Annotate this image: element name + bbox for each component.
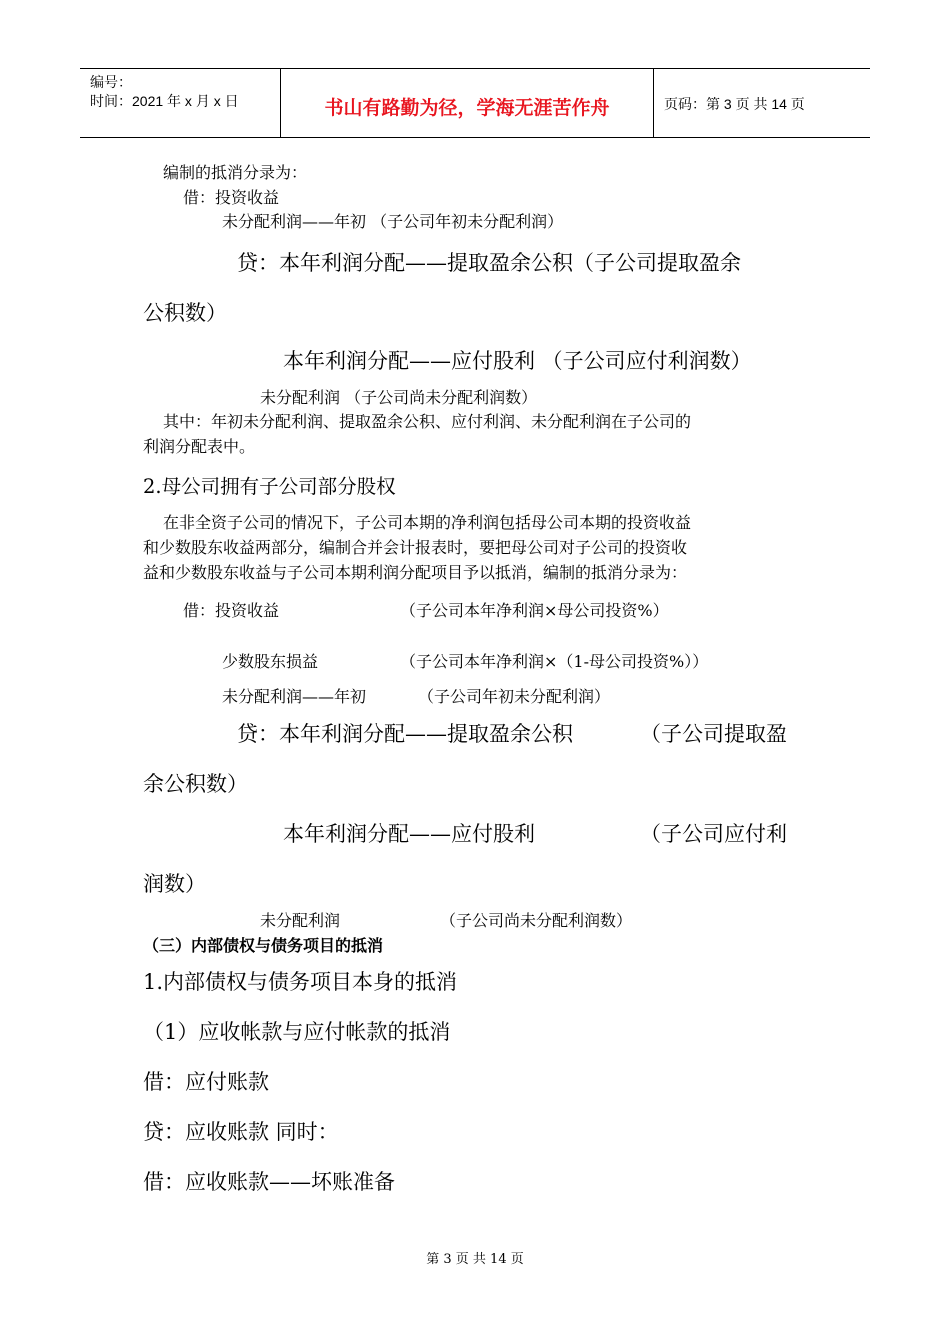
header-motto-cell — [281, 69, 654, 137]
entry-account: 本年利润分配——应付股利 — [283, 822, 535, 846]
text-line: 公积数） — [143, 301, 227, 325]
page-header — [80, 68, 870, 138]
entry-account: 借：投资收益 — [183, 601, 280, 620]
text-line: 润数） — [143, 872, 206, 896]
entry-note: （子公司年初未分配利润） — [418, 687, 611, 706]
text-line: 编制的抵消分录为： — [163, 163, 308, 182]
text-line: 余公积数） — [143, 772, 248, 796]
page-footer: 第 3 页 共 14 页 — [426, 1252, 524, 1267]
motto-text: 书山有路勤为径，学海无涯苦作舟 — [324, 97, 610, 119]
entry-note: （子公司本年净利润×母公司投资%） — [400, 601, 669, 620]
entry-note: （子公司尚未分配利润数） — [440, 911, 633, 930]
section-heading: （1）应收帐款与应付帐款的抵消 — [143, 1020, 451, 1044]
entry-account: 未分配利润 — [260, 911, 341, 930]
text-line: 和少数股东收益两部分，编制合并会计报表时，要把母公司对子公司的投资收 — [143, 538, 688, 557]
text-line: 借：应付账款 — [143, 1070, 269, 1094]
document-number-label: 编号： — [90, 74, 132, 90]
entry-account: 未分配利润——年初 — [222, 687, 367, 706]
entry-note: （子公司本年净利润×（1-母公司投资%）） — [400, 652, 709, 671]
entry-account: 贷：本年利润分配——提取盈余公积 — [237, 722, 573, 746]
text-line: 益和少数股东收益与子公司本期利润分配项目予以抵消，编制的抵消分录为： — [143, 563, 688, 582]
entry-note: （子公司提取盈 — [640, 722, 787, 746]
text-line: 本年利润分配——应付股利 （子公司应付利润数） — [283, 349, 752, 373]
text-line: 未分配利润——年初 （子公司年初未分配利润） — [222, 212, 564, 231]
section-heading: 2.母公司拥有子公司部分股权 — [143, 475, 396, 498]
entry-note: （子公司应付利 — [640, 822, 787, 846]
text-line: 未分配利润 （子公司尚未分配利润数） — [260, 388, 538, 407]
text-line: 贷：应收账款 同时： — [143, 1120, 339, 1144]
text-line: 其中：年初未分配利润、提取盈余公积、应付利润、未分配利润在子公司的 — [163, 412, 692, 431]
header-page-cell — [654, 69, 870, 137]
text-line: 贷：本年利润分配——提取盈余公积（子公司提取盈余 — [237, 251, 741, 275]
header-meta-cell — [80, 69, 281, 137]
text-line: 借：投资收益 — [183, 188, 280, 207]
text-line: 在非全资子公司的情况下，子公司本期的净利润包括母公司本期的投资收益 — [163, 513, 692, 532]
text-line: 利润分配表中。 — [143, 437, 256, 456]
section-heading: （三）内部债权与债务项目的抵消 — [143, 936, 384, 955]
page-number-label: 页码：第 3 页 共 14 页 — [664, 96, 805, 112]
text-line: 借：应收账款——坏账准备 — [143, 1170, 395, 1194]
document-date-label: 时间：2021 年 x 月 x 日 — [90, 93, 239, 109]
entry-account: 少数股东损益 — [222, 652, 319, 671]
section-heading: 1.内部债权与债务项目本身的抵消 — [143, 970, 458, 994]
